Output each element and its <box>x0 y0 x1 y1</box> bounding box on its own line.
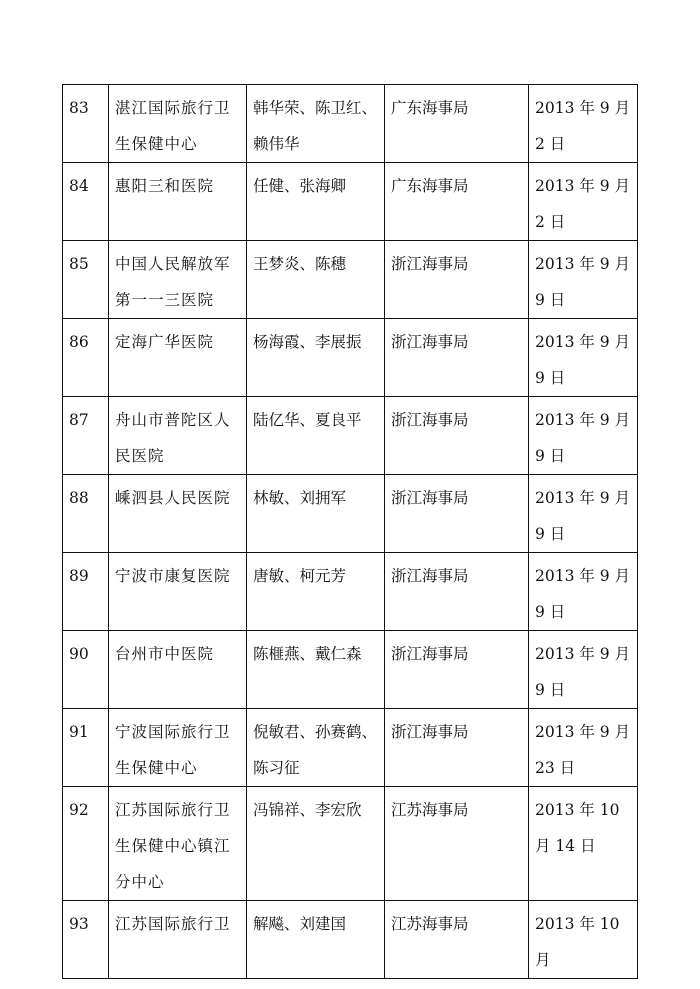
row-number: 84 <box>63 163 109 241</box>
table-row <box>63 709 638 787</box>
row-number: 87 <box>63 397 109 475</box>
row-number: 83 <box>63 85 109 163</box>
maritime-authority: 广东海事局 <box>385 163 529 241</box>
row-number: 86 <box>63 319 109 397</box>
row-number: 85 <box>63 241 109 319</box>
personnel-names: 唐敏、柯元芳 <box>247 553 385 631</box>
approval-date: 2013 年 10 月 14 日 <box>529 787 638 901</box>
table-row <box>63 163 638 241</box>
organization-name: 湛江国际旅行卫生保健中心 <box>109 85 247 163</box>
personnel-names: 杨海霞、李展振 <box>247 319 385 397</box>
maritime-authority: 浙江海事局 <box>385 319 529 397</box>
row-number: 91 <box>63 709 109 787</box>
table-row <box>63 319 638 397</box>
personnel-names: 王梦炎、陈穗 <box>247 241 385 319</box>
maritime-authority: 浙江海事局 <box>385 475 529 553</box>
maritime-authority: 浙江海事局 <box>385 397 529 475</box>
approval-date: 2013 年 9 月 9 日 <box>529 319 638 397</box>
maritime-authority: 浙江海事局 <box>385 241 529 319</box>
table-row <box>63 901 638 979</box>
table-row <box>63 787 638 901</box>
personnel-names: 陈榧燕、戴仁森 <box>247 631 385 709</box>
approval-date: 2013 年 9 月 2 日 <box>529 163 638 241</box>
personnel-names: 韩华荣、陈卫红、赖伟华 <box>247 85 385 163</box>
table-row <box>63 85 638 163</box>
organization-name: 宁波市康复医院 <box>109 553 247 631</box>
approval-date: 2013 年 9 月 9 日 <box>529 397 638 475</box>
maritime-authority: 浙江海事局 <box>385 553 529 631</box>
organization-name: 惠阳三和医院 <box>109 163 247 241</box>
organization-name: 嵊泗县人民医院 <box>109 475 247 553</box>
personnel-names: 陆亿华、夏良平 <box>247 397 385 475</box>
organization-name: 中国人民解放军第一一三医院 <box>109 241 247 319</box>
approval-date: 2013 年 10 月 <box>529 901 638 979</box>
row-number: 93 <box>63 901 109 979</box>
approval-date: 2013 年 9 月 9 日 <box>529 475 638 553</box>
table-row <box>63 553 638 631</box>
row-number: 92 <box>63 787 109 901</box>
organization-name: 江苏国际旅行卫 <box>109 901 247 979</box>
records-table <box>62 84 638 979</box>
table-row <box>63 475 638 553</box>
maritime-authority: 江苏海事局 <box>385 901 529 979</box>
table-row <box>63 397 638 475</box>
organization-name: 江苏国际旅行卫生保健中心镇江分中心 <box>109 787 247 901</box>
table-row <box>63 631 638 709</box>
approval-date: 2013 年 9 月 2 日 <box>529 85 638 163</box>
personnel-names: 林敏、刘拥军 <box>247 475 385 553</box>
personnel-names: 任健、张海卿 <box>247 163 385 241</box>
maritime-authority: 浙江海事局 <box>385 709 529 787</box>
personnel-names: 冯锦祥、李宏欣 <box>247 787 385 901</box>
organization-name: 定海广华医院 <box>109 319 247 397</box>
maritime-authority: 广东海事局 <box>385 85 529 163</box>
maritime-authority: 浙江海事局 <box>385 631 529 709</box>
personnel-names: 倪敏君、孙赛鹤、陈习征 <box>247 709 385 787</box>
approval-date: 2013 年 9 月 9 日 <box>529 631 638 709</box>
personnel-names: 解飚、刘建国 <box>247 901 385 979</box>
approval-date: 2013 年 9 月 9 日 <box>529 553 638 631</box>
approval-date: 2013 年 9 月 23 日 <box>529 709 638 787</box>
row-number: 88 <box>63 475 109 553</box>
approval-date: 2013 年 9 月 9 日 <box>529 241 638 319</box>
organization-name: 宁波国际旅行卫生保健中心 <box>109 709 247 787</box>
table-row <box>63 241 638 319</box>
row-number: 90 <box>63 631 109 709</box>
organization-name: 台州市中医院 <box>109 631 247 709</box>
maritime-authority: 江苏海事局 <box>385 787 529 901</box>
organization-name: 舟山市普陀区人民医院 <box>109 397 247 475</box>
row-number: 89 <box>63 553 109 631</box>
